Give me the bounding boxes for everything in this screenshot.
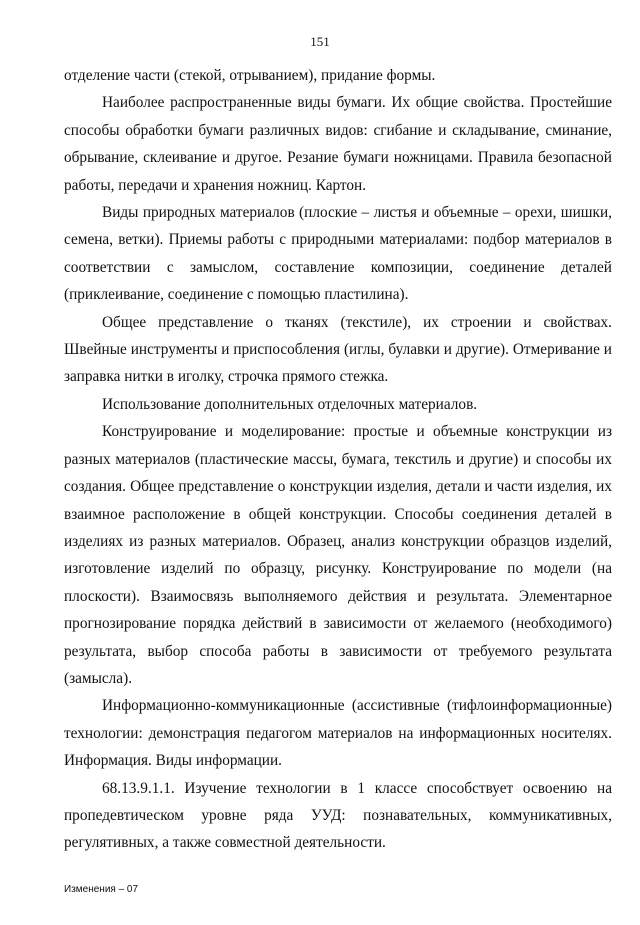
paragraph-natural-materials: Виды природных материалов (плоские – листья и объемные – орехи, шишки, семена, ветки). Приемы работы с природными материалами: подбор материалов в соответствии с замыслом, составление композиции, соединение деталей (приклеивание, соединение с помощью пластилина). (64, 204, 612, 304)
footer-revision: Изменения – 07 (64, 884, 139, 895)
paragraph-construction-modeling: Конструирование и моделирование: простые и объемные конструкции из разных материалов (пластические массы, бумага, текстиль и другие) и способы их создания. Общее представление о конструкции изделия, детали и части изделия, их взаимное расположение в общей конструкции. Способы соединения деталей в изделиях из разных материалов. Образец, анализ конструкции образцов изделий, изготовление изделий по образцу, рисунку. Конструирование по модели (на плоскости). Взаимосвязь выполняемого действия и результата. Элементарное прогнозирование порядка действий в зависимости от желаемого (необходимого) результата, выбор способа работы в зависимости от требуемого результата (замысла). (64, 423, 612, 687)
paragraph-uud: 68.13.9.1.1. Изучение технологии в 1 классе способствует освоению на пропедевтическом уровне ряда УУД: познавательных, коммуникативных, регулятивных, а также совместной деятельности. (64, 779, 612, 852)
paragraph-finishing-materials: Использование дополнительных отделочных материалов. (102, 395, 478, 413)
paragraph-continuation: отделение части (стекой, отрыванием), придание формы. (64, 67, 436, 84)
paragraph-ict: Информационно-коммуникационные (ассистивные (тифлоинформационные) технологии: демонстрация педагогом материалов на информационных носителях. Информация. Виды информации. (64, 697, 612, 770)
document-body (64, 62, 612, 857)
paragraph-textiles: Общее представление о тканях (текстиле), их строении и свойствах. Швейные инструменты и приспособления (иглы, булавки и другие). Отмеривание и заправка нитки в иголку, строчка прямого стежка. (64, 313, 612, 386)
paragraph-paper-types: Наиболее распространенные виды бумаги. Их общие свойства. Простейшие способы обработки бумаги различных видов: сгибание и складывание, сминание, обрывание, склеивание и другое. Резание бумаги ножницами. Правила безопасной работы, передачи и хранения ножниц. Картон. (64, 94, 612, 194)
page-number: 151 (310, 34, 330, 49)
